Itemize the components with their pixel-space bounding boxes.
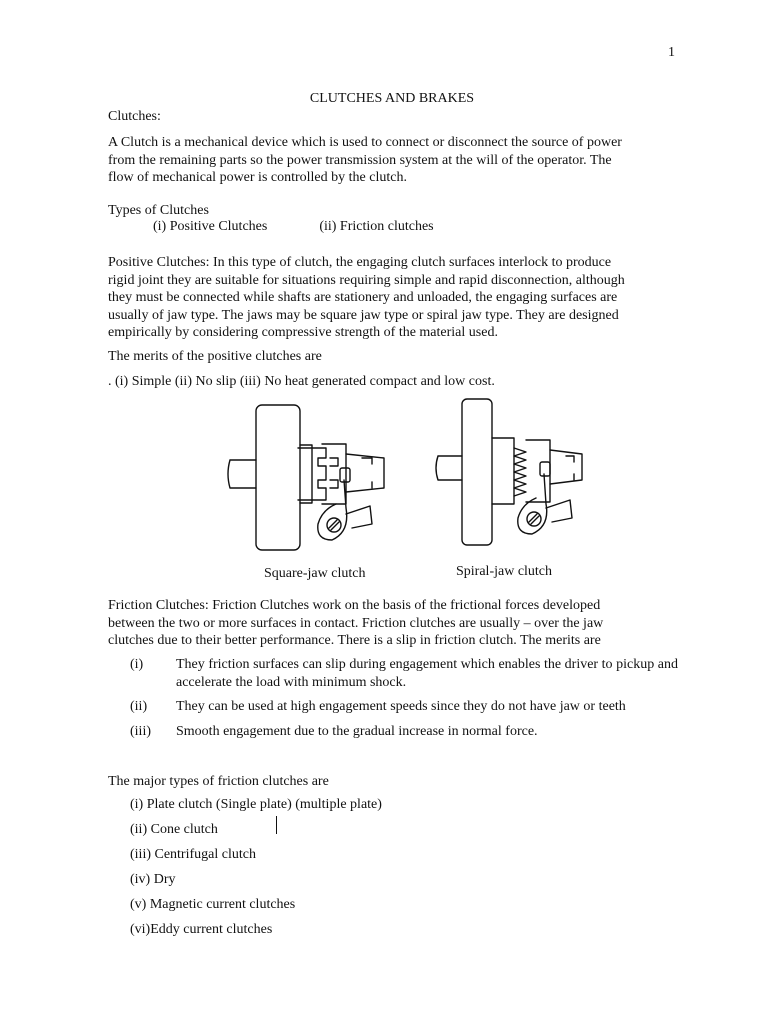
positive-line: rigid joint they are suitable for situations requiring simple and rapid disconnection, although [108, 272, 625, 288]
major-type-item: (iv) Dry [130, 872, 176, 887]
disc-hub [300, 445, 312, 503]
page-number: 1 [668, 45, 675, 60]
shifter-arm [346, 506, 372, 528]
major-types-heading: The major types of friction clutches are [108, 774, 329, 789]
collar [540, 462, 550, 476]
major-type-item: (iii) Centrifugal clutch [130, 847, 256, 862]
shaft-right [346, 454, 384, 492]
merits-heading: The merits of the positive clutches are [108, 349, 322, 364]
types-list [153, 219, 434, 235]
friction-paragraph [108, 597, 678, 650]
pivot-pin [527, 512, 541, 526]
driving-disc [256, 405, 300, 550]
square-jaw-caption: Square-jaw clutch [264, 566, 366, 581]
intro-paragraph [108, 134, 678, 187]
major-type-item: (ii) Cone clutch [130, 822, 218, 837]
shaft-right [550, 450, 582, 484]
keyway [566, 456, 574, 480]
bracket-mark [276, 816, 277, 834]
intro-line: from the remaining parts so the power transmission system at the will of the operator. The [108, 152, 612, 168]
major-type-item: (v) Magnetic current clutches [130, 897, 296, 912]
positive-paragraph [108, 254, 678, 342]
shifter-arm [546, 500, 572, 522]
major-type-item: (vi)Eddy current clutches [130, 922, 273, 937]
collar [340, 468, 350, 482]
type-friction: (ii) Friction clutches [319, 219, 434, 234]
merit-text: Smooth engagement due to the gradual increase in normal force. [176, 724, 538, 739]
intro-line: flow of mechanical power is controlled by the clutch. [108, 170, 407, 185]
pivot-hatch [329, 520, 339, 530]
spiral-jaw-caption: Spiral-jaw clutch [456, 564, 553, 579]
sliding-sleeve [526, 440, 550, 502]
friction-line: between the two or more surfaces in contact. Friction clutches are usually – over the jaw [108, 615, 604, 631]
merit-text: They can be used at high engagement speeds since they do not have jaw or teeth [176, 699, 626, 714]
merits-line: . (i) Simple (ii) No slip (iii) No heat generated compact and low cost. [108, 374, 495, 389]
positive-line: they must be connected while shafts are stationery and unloaded, the engaging surfaces are [108, 290, 618, 305]
friction-line: clutches due to their better performance. There is a slip in friction clutch. The merits are [108, 633, 601, 648]
types-heading: Types of Clutches [108, 203, 209, 218]
driving-disc [462, 399, 492, 545]
pivot-pin [327, 518, 341, 532]
type-positive: (i) Positive Clutches [153, 219, 268, 234]
merit-number: (i) [130, 657, 144, 672]
shaft-left [436, 456, 462, 480]
merit-number: (ii) [130, 699, 148, 714]
page-title: CLUTCHES AND BRAKES [309, 91, 475, 106]
shaft-left [228, 460, 256, 488]
clutches-heading: Clutches: [108, 109, 161, 124]
positive-line: empirically by considering compressive strength of the material used. [108, 325, 498, 340]
keyway [362, 458, 372, 488]
shifter-fork [318, 480, 347, 540]
positive-line: Positive Clutches: In this type of clutch, the engaging clutch surfaces interlock to produce [108, 255, 612, 270]
spiral-jaw-clutch-figure [432, 396, 592, 556]
major-type-item: (i) Plate clutch (Single plate) (multiple plate) [130, 797, 382, 812]
positive-line: usually of jaw type. The jaws may be square jaw type or spiral jaw type. They are designed [108, 307, 619, 323]
pivot-hatch [529, 514, 539, 524]
merit-text: They friction surfaces can slip during engagement which enables the driver to pickup and accelerate the load with minimum shock. [176, 657, 678, 690]
square-jaw-clutch-figure [222, 400, 392, 560]
disc-hub [492, 438, 514, 504]
intro-line: A Clutch is a mechanical device which is used to connect or disconnect the source of power [108, 135, 622, 150]
merit-number: (iii) [130, 724, 151, 739]
spiral-jaws [514, 448, 526, 496]
friction-line: Friction Clutches: Friction Clutches work on the basis of the frictional forces developed [108, 598, 601, 613]
